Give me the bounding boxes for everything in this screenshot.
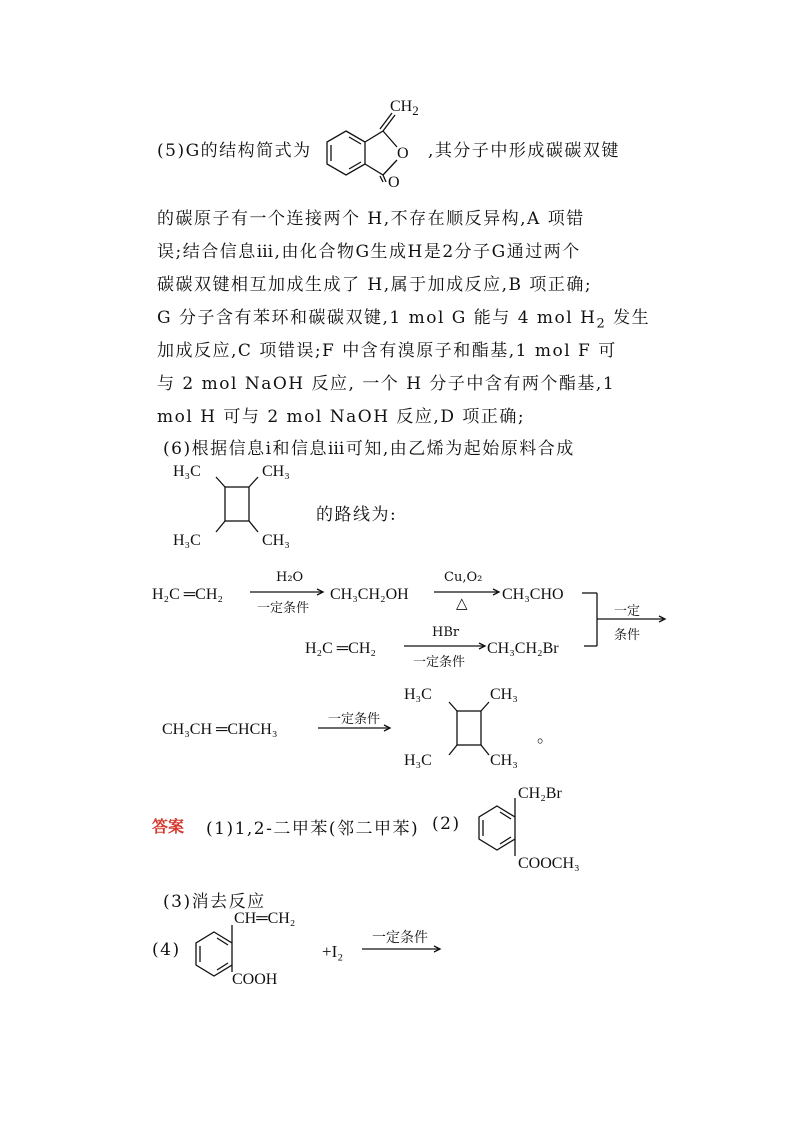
ring-top-right-methyl: CH₃ [262, 463, 290, 480]
answer-4-top-group: CH═CH₂ [234, 910, 296, 927]
answer-2-bottom-group: COOCH₃ [518, 855, 580, 872]
part6-line-1: (6)根据信息ⅰ和信息ⅲ可知,由乙烯为起始原料合成 [163, 439, 575, 459]
2-butene: CH₃CH ═CHCH₃ [162, 721, 278, 738]
merge-condition-bottom: 条件 [614, 628, 641, 643]
paragraph-line-6: 与 2 mol NaOH 反应, 一个 H 分子中含有两个酯基,1 [157, 374, 616, 394]
paragraph-line-3: 碳碳双键相互加成生成了 H,属于加成反应,B 项正确; [157, 275, 593, 295]
route-period: 。 [537, 727, 556, 747]
arrow1-condition: 一定条件 [257, 601, 310, 616]
answer-4-plus-iodine: +I₂ [322, 942, 344, 961]
arrow2-reagent: Cu,O₂ [444, 570, 483, 585]
ring-top-left-methyl: H₃C [173, 463, 201, 480]
answer-3: (3)消去反应 [163, 892, 266, 912]
product-bottom-left-methyl: H₃C [404, 752, 432, 769]
product-top-left-methyl: H₃C [404, 686, 432, 703]
product-bottom-right-methyl: CH₃ [490, 752, 518, 769]
acetaldehyde: CH₃CHO [502, 586, 564, 603]
route-text: 的路线为: [316, 505, 398, 525]
ring-bottom-left-methyl: H₃C [173, 532, 201, 549]
arrow1-reagent: H₂O [276, 570, 304, 585]
paragraph-line-1: 的碳原子有一个连接两个 H,不存在顺反异构,A 项错 [157, 209, 585, 229]
answer-4-label: (4) [152, 940, 181, 960]
g-ch2-sub: 2 [412, 103, 419, 119]
paragraph-line-4a: G 分子含有苯环和碳碳双键,1 mol G 能与 4 mol H [157, 308, 597, 328]
product-top-right-methyl: CH₃ [490, 686, 518, 703]
g-keto-oxygen: O [388, 174, 400, 191]
part5-label: (5)G的结构简式为 [157, 141, 312, 161]
paragraph-line-2: 误;结合信息ⅲ,由化合物G生成H是2分子G通过两个 [157, 242, 581, 262]
merge-condition-top: 一定 [614, 604, 641, 619]
ethylene-second: H₂C ═CH₂ [305, 640, 376, 657]
arrow4-condition: 一定条件 [328, 712, 381, 727]
arrow3-reagent: HBr [432, 625, 460, 640]
paragraph-line-4-sub: 2 [596, 316, 607, 332]
answer-label: 答案 [152, 817, 185, 836]
arrow2-heat: △ [456, 594, 468, 612]
paragraph-line-7: mol H 可与 2 mol NaOH 反应,D 项正确; [157, 407, 526, 427]
answer-4-bottom-group: COOH [232, 971, 278, 988]
ring-bottom-right-methyl: CH₃ [262, 532, 290, 549]
g-ch2-label: CH [390, 98, 413, 115]
arrow3-condition: 一定条件 [413, 655, 466, 670]
part5-after-text: ,其分子中形成碳碳双键 [428, 141, 620, 161]
ethylene-start: H₂C ═CH₂ [152, 586, 223, 603]
ethanol: CH₃CH₂OH [330, 586, 409, 603]
g-ring-oxygen: O [397, 145, 409, 162]
answer-4-arrow-condition: 一定条件 [372, 930, 428, 946]
paragraph-line-4b: 发生 [606, 308, 651, 328]
answer-2-top-group: CH₂Br [518, 785, 562, 802]
answer-1: (1)1,2-二甲苯(邻二甲苯) [206, 819, 420, 839]
paragraph-line-5: 加成反应,C 项错误;F 中含有溴原子和酯基,1 mol F 可 [157, 341, 617, 361]
bromoethane: CH₃CH₂Br [487, 640, 559, 657]
answer-2-label: (2) [432, 814, 461, 834]
